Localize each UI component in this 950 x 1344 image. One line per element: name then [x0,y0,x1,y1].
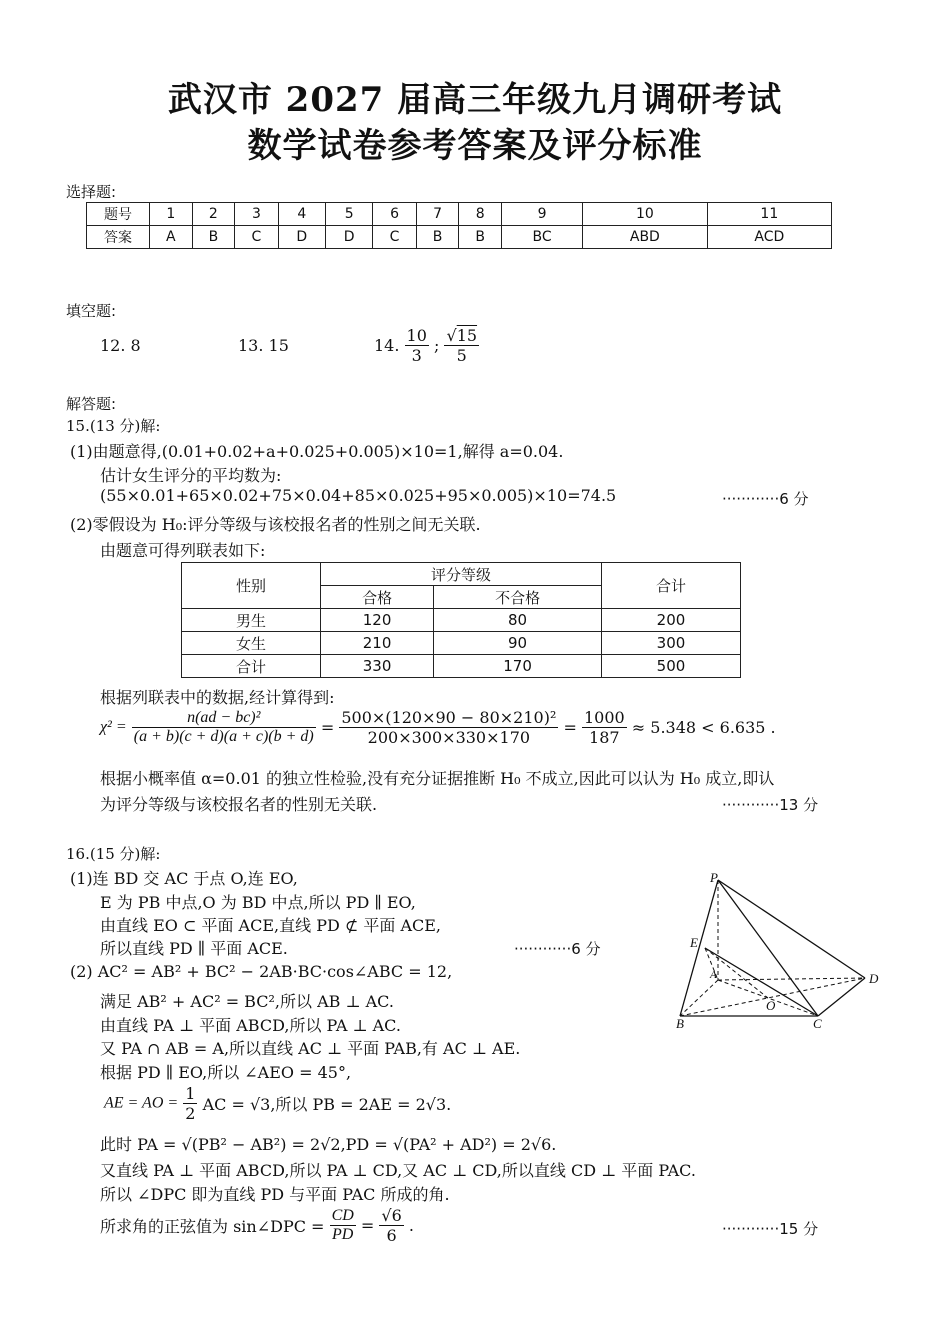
table-cell: 200 [602,609,741,632]
edge-EC [705,948,818,1016]
point-label-A: A [710,969,717,981]
q16-part1-line1: (1)连 BD 交 AC 于点 O,连 EO, [70,869,298,888]
fraction [582,708,627,747]
table-cell: 170 [434,655,602,678]
fill-answer-14-label: 14. [374,336,400,355]
table-cell: 1 [150,203,193,226]
q16-part2-line5: 根据 PD ∥ EO,所以 ∠AEO = 45°, [100,1063,352,1082]
fraction-numerator: √15 [446,326,478,345]
fraction-denominator: (a + b)(c + d)(a + c)(b + d) [133,728,314,745]
fraction-denominator: PD [332,1226,354,1243]
answer-table [86,202,832,249]
table-cell: B [459,226,502,249]
fraction-denominator: 6 [386,1226,397,1245]
table-cell: 80 [434,609,602,632]
fraction-numerator: 1 [185,1084,196,1103]
sqrt-radicand: 15 [456,326,478,345]
point-label-D: D [869,971,879,986]
point-label-B: B [676,1016,684,1031]
table-row [182,655,741,678]
table-row [182,609,741,632]
table-cell: 6 [373,203,416,226]
table-header-cell: 答案 [87,226,150,249]
q15-part2-line2: 由题意可得列联表如下: [100,541,266,560]
page-subtitle: 数学试卷参考答案及评分标准 [247,126,703,166]
equals-sign: = [320,718,335,737]
q16-part1-line3: 由直线 EO ⊂ 平面 ACE,直线 PD ⊄ 平面 ACE, [100,916,442,935]
point-label-P: P [710,870,718,885]
formula-lhs: χ² = [100,718,127,736]
table-cell: 3 [235,203,278,226]
separator: ; [434,336,440,355]
table-cell: 500 [602,655,741,678]
q16-part2-line3: 由直线 PA ⊥ 平面 ABCD,所以 PA ⊥ AC. [100,1016,401,1035]
fraction-numerator: CD [331,1207,354,1224]
formula-part: 所求角的正弦值为 sin∠DPC = [100,1217,325,1236]
choice-section-label: 选择题: [66,183,117,201]
formula-tail: ≈ 5.348 < 6.635 . [631,718,776,737]
chi-square-formula [100,708,776,747]
q16-part2-line4: 又 PA ∩ AB = A,所以直线 AC ⊥ 平面 PAB,有 AC ⊥ AE. [100,1039,521,1058]
fill-section-label: 填空题: [66,302,117,320]
table-cell: 10 [583,203,708,226]
answer-table-row-answers [87,226,832,249]
fill-answer-12: 12. 8 [100,336,141,355]
table-cell: 300 [602,632,741,655]
table-cell: ABD [583,226,708,249]
table-header-cell: 题号 [87,203,150,226]
fraction [183,1084,197,1123]
formula-part: . [408,1216,414,1235]
q16-part2-line9: 所以 ∠DPC 即为直线 PD 与平面 PAC 所成的角. [100,1185,450,1204]
table-cell: 合计 [182,655,321,678]
q15-header: 15.(13 分)解: [66,417,161,435]
edge-CD [818,978,865,1016]
solution-section-label: 解答题: [66,395,117,413]
edge-PC [718,880,818,1016]
q16-header: 16.(15 分)解: [66,845,161,863]
fraction-denominator: 2 [185,1104,196,1123]
table-cell: 90 [434,632,602,655]
fraction-numerator: √6 [381,1206,402,1225]
pyramid-figure [670,868,885,1033]
table-cell: D [325,226,372,249]
table-cell: B [416,226,459,249]
q15-part1-line3: (55×0.01+65×0.02+75×0.04+85×0.025+95×0.005)×10=74.5 [100,486,617,505]
contingency-table [181,562,741,678]
formula-part: AE = AO = [104,1094,179,1112]
q16-part1-line2: E 为 PB 中点,O 为 BD 中点,所以 PD ∥ EO, [100,893,416,912]
fraction-numerator: n(ad − bc)² [132,709,316,728]
fraction-denominator: 5 [456,346,467,365]
fraction-numerator: 10 [406,326,427,345]
q16-part1-line4: 所以直线 PD ∥ 平面 ACE. [100,939,288,958]
table-cell: ACD [707,226,831,249]
fraction-numerator: 1000 [583,708,625,727]
table-cell: A [150,226,193,249]
table-row [182,632,741,655]
table-cell: 女生 [182,632,321,655]
answer-table-row-numbers [87,203,832,226]
table-cell: 4 [278,203,325,226]
table-cell: C [373,226,416,249]
table-cell: 11 [707,203,831,226]
fraction [444,326,479,365]
table-cell: 9 [502,203,583,226]
edge-PD [718,880,865,978]
table-header-cell: 合计 [602,563,741,609]
fraction [405,326,429,365]
fraction-denominator: 3 [411,346,422,365]
table-cell: 5 [325,203,372,226]
score-marker: ············6 分 [514,940,601,958]
fraction [339,708,558,747]
table-cell: B [192,226,235,249]
score-marker: ············6 分 [722,490,809,508]
formula-part: AC = √3,所以 PB = 2AE = 2√3. [202,1095,452,1114]
score-marker: ············15 分 [722,1220,819,1238]
table-cell: 330 [321,655,434,678]
point-label-C: C [813,1016,822,1031]
q15-part1-line2: 估计女生评分的平均数为: [100,466,282,485]
q15-part2-line3: 根据列联表中的数据,经计算得到: [100,688,335,707]
fraction-numerator: 500×(120×90 − 80×210)² [341,708,557,727]
table-cell: 120 [321,609,434,632]
table-cell: 男生 [182,609,321,632]
fraction [132,709,316,746]
equals-sign: = [563,718,577,737]
edge-PB [680,880,718,1016]
q16-part2-line1: (2) AC² = AB² + BC² − 2AB·BC·cos∠ABC = 12, [70,962,453,981]
page-title: 武汉市 2027 届高三年级九月调研考试 [167,80,783,120]
table-header-cell: 合格 [321,586,434,609]
q16-part2-line6 [104,1084,451,1123]
q16-part2-line7: 此时 PA = √(PB² − AB²) = 2√2,PD = √(PA² + AD²) = 2√6. [100,1135,557,1154]
table-cell: BC [502,226,583,249]
table-cell: 2 [192,203,235,226]
q15-part2-line1: (2)零假设为 H₀:评分等级与该校报名者的性别之间无关联. [70,515,481,534]
fill-answer-14 [374,326,479,365]
table-header-cell: 不合格 [434,586,602,609]
table-header-cell: 性别 [182,563,321,609]
fraction-denominator: 200×300×330×170 [367,728,531,747]
table-cell: 210 [321,632,434,655]
fraction-denominator: 187 [589,728,620,747]
q15-part2-line4: 根据小概率值 α=0.01 的独立性检验,没有充分证据推断 H₀ 不成立,因此可以认为 H₀ 成立,即认 [100,769,775,788]
table-cell: D [278,226,325,249]
q16-part2-line10 [100,1206,414,1245]
fraction [330,1207,356,1244]
table-cell: C [235,226,278,249]
table-cell: 7 [416,203,459,226]
q16-part2-line8: 又直线 PA ⊥ 平面 ABCD,所以 PA ⊥ CD,又 AC ⊥ CD,所以直线 CD ⊥ 平面 PAC. [100,1161,696,1180]
point-label-E: E [690,935,698,950]
q15-part2-line5: 为评分等级与该校报名者的性别无关联. [100,795,378,814]
score-marker: ············13 分 [722,796,819,814]
point-label-O: O [766,998,776,1013]
equals-sign: = [360,1216,375,1235]
fraction [379,1206,403,1245]
fill-answer-13: 13. 15 [238,336,289,355]
table-header-cell: 评分等级 [321,563,602,586]
q15-part1-line1: (1)由题意得,(0.01+0.02+a+0.025+0.005)×10=1,解得 a=0.04. [70,442,564,461]
table-cell: 8 [459,203,502,226]
q16-part2-line2: 满足 AB² + AC² = BC²,所以 AB ⊥ AC. [100,992,394,1011]
